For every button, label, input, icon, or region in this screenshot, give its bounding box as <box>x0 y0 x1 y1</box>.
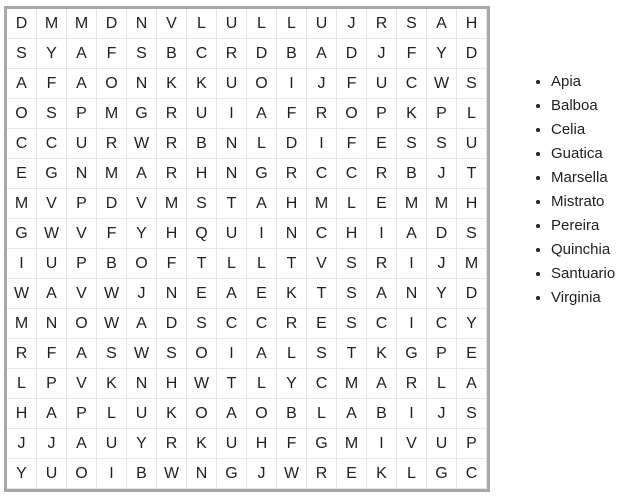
letter-cell[interactable]: D <box>247 39 277 69</box>
letter-cell[interactable]: C <box>337 159 367 189</box>
letter-cell[interactable]: J <box>307 69 337 99</box>
letter-cell[interactable]: V <box>307 249 337 279</box>
letter-cell[interactable]: R <box>367 9 397 39</box>
letter-cell[interactable]: F <box>97 219 127 249</box>
letter-cell[interactable]: T <box>187 249 217 279</box>
letter-cell[interactable]: U <box>127 399 157 429</box>
letter-cell[interactable]: L <box>247 249 277 279</box>
letter-cell[interactable]: K <box>157 69 187 99</box>
letter-cell[interactable]: U <box>67 129 97 159</box>
word-search-grid <box>4 6 490 492</box>
letter-cell[interactable]: H <box>337 219 367 249</box>
letter-cell[interactable]: J <box>337 9 367 39</box>
letter-cell[interactable]: F <box>277 429 307 459</box>
letter-cell[interactable]: P <box>457 429 487 459</box>
letter-cell[interactable]: S <box>337 249 367 279</box>
letter-cell[interactable]: F <box>337 69 367 99</box>
letter-cell[interactable]: S <box>187 189 217 219</box>
letter-cell[interactable]: C <box>457 459 487 489</box>
letter-cell[interactable]: P <box>67 189 97 219</box>
letter-cell[interactable]: U <box>37 459 67 489</box>
letter-cell[interactable]: C <box>187 39 217 69</box>
letter-cell[interactable]: I <box>367 429 397 459</box>
letter-cell[interactable]: A <box>217 279 247 309</box>
letter-cell[interactable]: N <box>187 459 217 489</box>
letter-cell[interactable]: C <box>307 159 337 189</box>
letter-cell[interactable]: L <box>397 459 427 489</box>
letter-cell[interactable]: O <box>187 339 217 369</box>
letter-cell[interactable]: W <box>97 279 127 309</box>
letter-cell[interactable]: M <box>97 99 127 129</box>
letter-cell[interactable]: I <box>397 399 427 429</box>
letter-cell[interactable]: M <box>427 189 457 219</box>
letter-cell[interactable]: B <box>367 399 397 429</box>
letter-cell[interactable]: J <box>37 429 67 459</box>
letter-cell[interactable]: F <box>37 339 67 369</box>
letter-cell[interactable]: M <box>397 189 427 219</box>
letter-cell[interactable]: F <box>397 39 427 69</box>
letter-cell[interactable]: D <box>427 219 457 249</box>
letter-cell[interactable]: A <box>427 9 457 39</box>
letter-cell[interactable]: G <box>37 159 67 189</box>
letter-cell[interactable]: U <box>187 99 217 129</box>
letter-cell[interactable]: Y <box>277 369 307 399</box>
letter-cell[interactable]: N <box>127 9 157 39</box>
letter-cell[interactable]: S <box>37 99 67 129</box>
letter-cell[interactable]: N <box>217 159 247 189</box>
letter-cell[interactable]: L <box>217 249 247 279</box>
word-list <box>534 70 615 310</box>
letter-cell[interactable]: L <box>277 9 307 39</box>
letter-cell[interactable]: A <box>7 69 37 99</box>
letter-cell[interactable]: A <box>367 279 397 309</box>
letter-cell[interactable]: M <box>7 309 37 339</box>
letter-cell[interactable]: U <box>307 9 337 39</box>
letter-cell[interactable]: S <box>307 339 337 369</box>
letter-cell[interactable]: C <box>7 129 37 159</box>
letter-cell[interactable]: R <box>307 99 337 129</box>
letter-cell[interactable]: I <box>7 249 37 279</box>
letter-cell[interactable]: L <box>97 399 127 429</box>
letter-cell[interactable]: T <box>277 249 307 279</box>
letter-cell[interactable]: U <box>217 429 247 459</box>
letter-cell[interactable]: V <box>67 369 97 399</box>
letter-cell[interactable]: A <box>37 399 67 429</box>
letter-cell[interactable]: O <box>187 399 217 429</box>
letter-cell[interactable]: C <box>367 309 397 339</box>
letter-cell[interactable]: M <box>337 369 367 399</box>
letter-cell[interactable]: U <box>37 249 67 279</box>
letter-cell[interactable]: P <box>67 249 97 279</box>
letter-cell[interactable]: T <box>217 369 247 399</box>
letter-cell[interactable]: O <box>337 99 367 129</box>
letter-cell[interactable]: N <box>67 159 97 189</box>
letter-cell[interactable]: E <box>187 279 217 309</box>
letter-cell[interactable]: A <box>67 339 97 369</box>
letter-cell[interactable]: M <box>307 189 337 219</box>
letter-cell[interactable]: N <box>397 279 427 309</box>
letter-cell[interactable]: K <box>367 459 397 489</box>
letter-cell[interactable]: D <box>7 9 37 39</box>
letter-cell[interactable]: B <box>157 39 187 69</box>
letter-cell[interactable]: R <box>397 369 427 399</box>
letter-cell[interactable]: H <box>157 369 187 399</box>
letter-cell[interactable]: L <box>427 369 457 399</box>
letter-cell[interactable]: A <box>217 399 247 429</box>
letter-cell[interactable]: K <box>277 279 307 309</box>
letter-cell[interactable]: D <box>97 9 127 39</box>
letter-cell[interactable]: L <box>247 369 277 399</box>
letter-cell[interactable]: F <box>337 129 367 159</box>
letter-cell[interactable]: Y <box>457 309 487 339</box>
letter-cell[interactable]: I <box>247 219 277 249</box>
letter-cell[interactable]: B <box>187 129 217 159</box>
letter-cell[interactable]: V <box>397 429 427 459</box>
letter-cell[interactable]: W <box>7 279 37 309</box>
letter-cell[interactable]: J <box>427 399 457 429</box>
letter-cell[interactable]: G <box>7 219 37 249</box>
letter-cell[interactable]: O <box>67 459 97 489</box>
letter-cell[interactable]: O <box>97 69 127 99</box>
letter-cell[interactable]: J <box>367 39 397 69</box>
letter-cell[interactable]: L <box>247 129 277 159</box>
letter-cell[interactable]: D <box>457 279 487 309</box>
letter-cell[interactable]: E <box>247 279 277 309</box>
letter-cell[interactable]: S <box>457 399 487 429</box>
letter-cell[interactable]: R <box>277 159 307 189</box>
letter-cell[interactable]: P <box>427 99 457 129</box>
letter-cell[interactable]: O <box>127 249 157 279</box>
letter-cell[interactable]: T <box>457 159 487 189</box>
letter-cell[interactable]: M <box>97 159 127 189</box>
letter-cell[interactable]: Y <box>127 219 157 249</box>
word-list-item: • Pereira <box>551 214 615 238</box>
letter-cell[interactable]: F <box>157 249 187 279</box>
letter-cell[interactable]: W <box>97 309 127 339</box>
letter-cell[interactable]: G <box>397 339 427 369</box>
letter-cell[interactable]: E <box>7 159 37 189</box>
letter-cell[interactable]: E <box>367 189 397 219</box>
letter-cell[interactable]: P <box>67 99 97 129</box>
letter-cell[interactable]: I <box>397 309 427 339</box>
letter-cell[interactable]: W <box>277 459 307 489</box>
letter-cell[interactable]: P <box>67 399 97 429</box>
letter-cell[interactable]: Y <box>427 39 457 69</box>
letter-cell[interactable]: L <box>247 9 277 39</box>
letter-cell[interactable]: A <box>247 99 277 129</box>
letter-cell[interactable]: G <box>127 99 157 129</box>
letter-cell[interactable]: R <box>157 159 187 189</box>
letter-cell[interactable]: M <box>157 189 187 219</box>
letter-cell[interactable]: M <box>7 189 37 219</box>
word-list-item: • Guatica <box>551 142 615 166</box>
letter-cell[interactable]: C <box>307 219 337 249</box>
letter-cell[interactable]: A <box>247 189 277 219</box>
letter-cell[interactable]: R <box>367 249 397 279</box>
letter-cell[interactable]: H <box>457 189 487 219</box>
letter-cell[interactable]: R <box>157 99 187 129</box>
letter-cell[interactable]: D <box>97 189 127 219</box>
letter-cell[interactable]: S <box>337 279 367 309</box>
letter-cell[interactable]: I <box>97 459 127 489</box>
letter-cell[interactable]: V <box>67 279 97 309</box>
letter-cell[interactable]: V <box>127 189 157 219</box>
letter-cell[interactable]: I <box>397 249 427 279</box>
letter-cell[interactable]: Y <box>127 429 157 459</box>
letter-cell[interactable]: P <box>37 369 67 399</box>
letter-cell[interactable]: U <box>457 129 487 159</box>
letter-cell[interactable]: W <box>157 459 187 489</box>
letter-cell[interactable]: R <box>307 459 337 489</box>
letter-cell[interactable]: A <box>367 369 397 399</box>
letter-cell[interactable]: O <box>247 399 277 429</box>
letter-cell[interactable]: W <box>187 369 217 399</box>
letter-cell[interactable]: N <box>157 279 187 309</box>
letter-cell[interactable]: O <box>247 69 277 99</box>
letter-cell[interactable]: U <box>217 9 247 39</box>
letter-cell[interactable]: F <box>37 69 67 99</box>
letter-cell[interactable]: A <box>67 39 97 69</box>
letter-cell[interactable]: N <box>37 309 67 339</box>
letter-cell[interactable]: E <box>367 129 397 159</box>
letter-cell[interactable]: A <box>307 39 337 69</box>
letter-cell[interactable]: H <box>247 429 277 459</box>
letter-cell[interactable]: S <box>457 219 487 249</box>
letter-cell[interactable]: T <box>307 279 337 309</box>
letter-cell[interactable]: C <box>307 369 337 399</box>
letter-cell[interactable]: K <box>187 429 217 459</box>
letter-cell[interactable]: J <box>7 429 37 459</box>
letter-cell[interactable]: D <box>277 129 307 159</box>
letter-cell[interactable]: Y <box>427 279 457 309</box>
letter-cell[interactable]: A <box>37 279 67 309</box>
letter-cell[interactable]: S <box>127 39 157 69</box>
letter-cell[interactable]: T <box>217 189 247 219</box>
letter-cell[interactable]: V <box>67 219 97 249</box>
letter-cell[interactable]: U <box>217 219 247 249</box>
letter-cell[interactable]: K <box>97 369 127 399</box>
letter-cell[interactable]: B <box>127 459 157 489</box>
letter-cell[interactable]: A <box>247 339 277 369</box>
letter-cell[interactable]: J <box>427 159 457 189</box>
letter-cell[interactable]: S <box>457 69 487 99</box>
letter-cell[interactable]: I <box>277 69 307 99</box>
letter-cell[interactable]: H <box>7 399 37 429</box>
letter-cell[interactable]: N <box>217 129 247 159</box>
letter-cell[interactable]: R <box>367 159 397 189</box>
letter-cell[interactable]: F <box>97 39 127 69</box>
letter-cell[interactable]: S <box>427 129 457 159</box>
word-list-item: • Mistrato <box>551 190 615 214</box>
letter-cell[interactable]: B <box>277 39 307 69</box>
letter-cell[interactable]: J <box>427 249 457 279</box>
letter-cell[interactable]: D <box>337 39 367 69</box>
letter-cell[interactable]: E <box>337 459 367 489</box>
word-list-item: • Celia <box>551 118 615 142</box>
letter-cell[interactable]: G <box>307 429 337 459</box>
letter-cell[interactable]: Q <box>187 219 217 249</box>
word-list-item: • Virginia <box>551 286 615 310</box>
letter-cell[interactable]: I <box>217 339 247 369</box>
letter-cell[interactable]: I <box>217 99 247 129</box>
letter-cell[interactable]: J <box>127 279 157 309</box>
letter-cell[interactable]: P <box>427 339 457 369</box>
letter-cell[interactable]: L <box>7 369 37 399</box>
letter-cell[interactable]: S <box>7 39 37 69</box>
letter-cell[interactable]: C <box>397 69 427 99</box>
letter-cell[interactable]: N <box>127 369 157 399</box>
letter-cell[interactable]: S <box>187 309 217 339</box>
letter-cell[interactable]: C <box>247 309 277 339</box>
letter-cell[interactable]: B <box>397 159 427 189</box>
letter-cell[interactable]: M <box>67 9 97 39</box>
word-list-item: • Marsella <box>551 166 615 190</box>
letter-cell[interactable]: A <box>67 69 97 99</box>
word-list-item: • Apia <box>551 70 615 94</box>
letter-cell[interactable]: O <box>67 309 97 339</box>
letter-cell[interactable]: W <box>127 339 157 369</box>
letter-cell[interactable]: D <box>457 39 487 69</box>
letter-cell[interactable]: B <box>97 249 127 279</box>
letter-cell[interactable]: E <box>457 339 487 369</box>
letter-cell[interactable]: R <box>97 129 127 159</box>
letter-cell[interactable]: R <box>7 339 37 369</box>
letter-cell[interactable]: C <box>427 309 457 339</box>
letter-cell[interactable]: W <box>127 129 157 159</box>
word-list-item: • Santuario <box>551 262 615 286</box>
letter-cell[interactable]: S <box>397 129 427 159</box>
letter-cell[interactable]: R <box>157 129 187 159</box>
letter-cell[interactable]: L <box>457 99 487 129</box>
letter-cell[interactable]: U <box>427 429 457 459</box>
letter-cell[interactable]: G <box>217 459 247 489</box>
letter-cell[interactable]: B <box>277 399 307 429</box>
letter-cell[interactable]: H <box>277 189 307 219</box>
letter-cell[interactable]: I <box>367 219 397 249</box>
letter-cell[interactable]: V <box>157 9 187 39</box>
letter-cell[interactable]: U <box>367 69 397 99</box>
letter-cell[interactable]: Y <box>7 459 37 489</box>
letter-cell[interactable]: R <box>157 429 187 459</box>
letter-cell[interactable]: A <box>337 399 367 429</box>
letter-cell[interactable]: U <box>217 69 247 99</box>
letter-cell[interactable]: W <box>427 69 457 99</box>
letter-cell[interactable]: A <box>67 429 97 459</box>
letter-cell[interactable]: H <box>457 9 487 39</box>
letter-cell[interactable]: M <box>337 429 367 459</box>
word-list-item: • Quinchia <box>551 238 615 262</box>
letter-cell[interactable]: H <box>157 219 187 249</box>
letter-cell[interactable]: N <box>277 219 307 249</box>
letter-cell[interactable]: L <box>277 339 307 369</box>
letter-cell[interactable]: E <box>307 309 337 339</box>
letter-cell[interactable]: M <box>37 9 67 39</box>
letter-cell[interactable]: A <box>457 369 487 399</box>
letter-cell[interactable]: O <box>7 99 37 129</box>
letter-cell[interactable]: P <box>367 99 397 129</box>
letter-cell[interactable]: L <box>307 399 337 429</box>
letter-cell[interactable]: F <box>277 99 307 129</box>
letter-cell[interactable]: S <box>397 9 427 39</box>
letter-cell[interactable]: U <box>97 429 127 459</box>
letter-cell[interactable]: K <box>367 339 397 369</box>
letter-cell[interactable]: C <box>37 129 67 159</box>
letter-cell[interactable]: C <box>217 309 247 339</box>
letter-cell[interactable]: A <box>127 309 157 339</box>
letter-cell[interactable]: A <box>397 219 427 249</box>
letter-cell[interactable]: L <box>187 9 217 39</box>
letter-cell[interactable]: R <box>217 39 247 69</box>
letter-cell[interactable]: K <box>187 69 217 99</box>
letter-cell[interactable]: I <box>307 129 337 159</box>
letter-cell[interactable]: L <box>337 189 367 219</box>
letter-cell[interactable]: A <box>127 159 157 189</box>
letter-cell[interactable]: T <box>337 339 367 369</box>
letter-cell[interactable]: Y <box>37 39 67 69</box>
letter-cell[interactable]: H <box>187 159 217 189</box>
letter-cell[interactable]: M <box>457 249 487 279</box>
letter-cell[interactable]: J <box>247 459 277 489</box>
letter-cell[interactable]: R <box>277 309 307 339</box>
letter-cell[interactable]: W <box>37 219 67 249</box>
letter-cell[interactable]: S <box>97 339 127 369</box>
letter-cell[interactable]: K <box>397 99 427 129</box>
letter-cell[interactable]: G <box>427 459 457 489</box>
letter-cell[interactable]: D <box>157 309 187 339</box>
letter-cell[interactable]: S <box>337 309 367 339</box>
word-list-item: • Balboa <box>551 94 615 118</box>
letter-cell[interactable]: N <box>127 69 157 99</box>
letter-cell[interactable]: K <box>157 399 187 429</box>
letter-cell[interactable]: G <box>247 159 277 189</box>
letter-cell[interactable]: S <box>157 339 187 369</box>
letter-cell[interactable]: V <box>37 189 67 219</box>
